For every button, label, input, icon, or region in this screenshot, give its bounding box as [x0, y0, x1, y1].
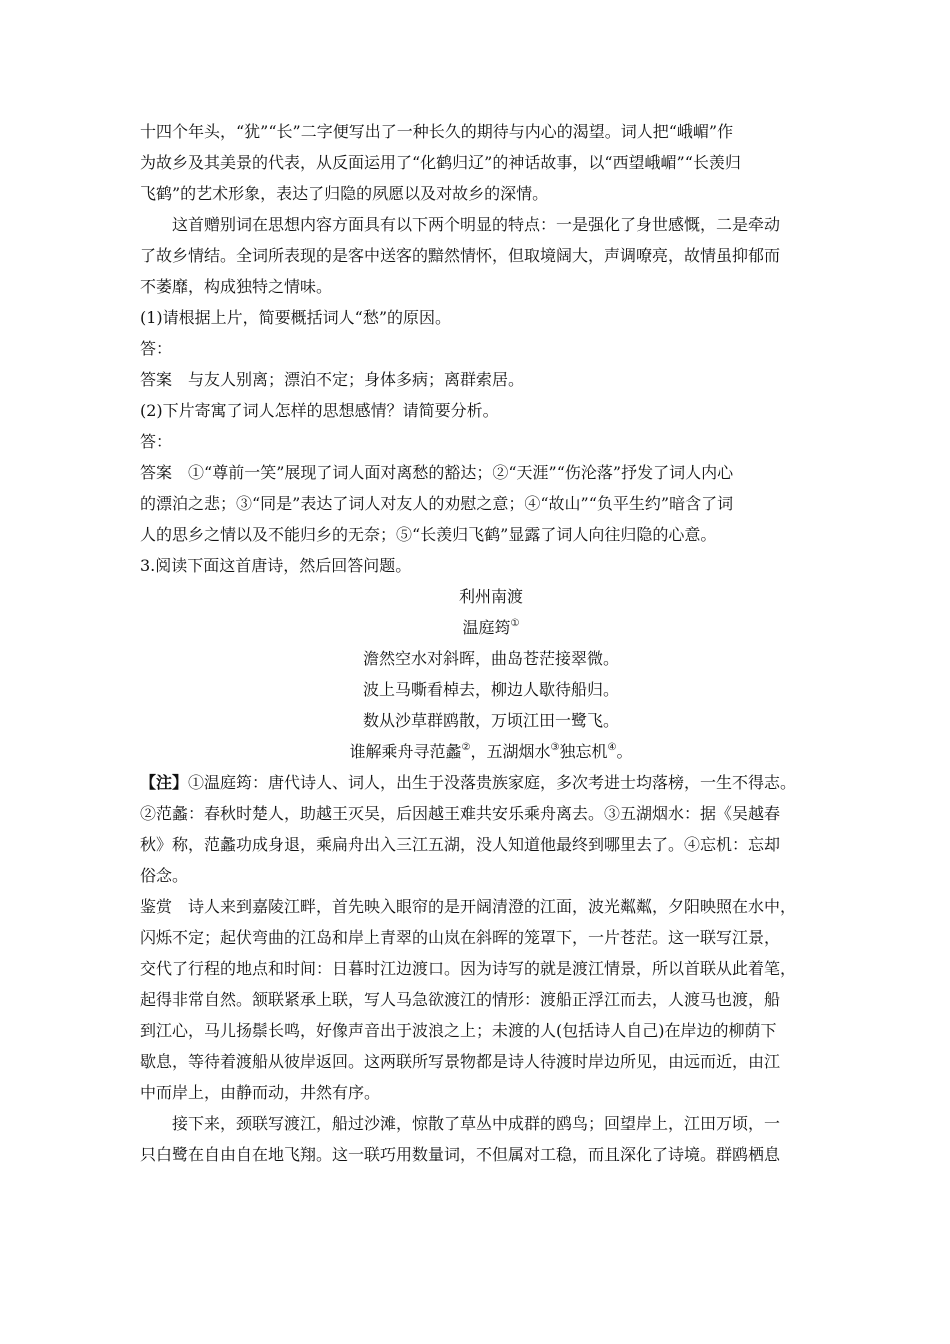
text-line: 这首赠别词在思想内容方面具有以下两个明显的特点：一是强化了身世感慨，二是牵动: [172, 215, 781, 234]
text-line: 为故乡及其美景的代表，从反面运用了“化鹤归辽”的神话故事，以“西望峨嵋”“长羡归: [140, 153, 741, 172]
text-line: 接下来，颈联写渡江，船过沙滩，惊散了草丛中成群的鸥鸟；回望岸上，江田万顷，一: [172, 1114, 781, 1133]
answer-prompt: 答：: [140, 432, 173, 451]
text-line: 飞鹤”的艺术形象，表达了归隐的夙愿以及对故乡的深情。: [140, 184, 549, 203]
text-line: 了故乡情结。全词所表现的是客中送客的黯然情怀，但取境阔大，声调嘹亮，故情虽抑郁而: [140, 246, 781, 265]
question-2: (2)下片寄寓了词人怎样的思想感情？请简要分析。: [140, 401, 499, 420]
appreciation-line: 中而岸上，由静而动，井然有序。: [140, 1083, 381, 1102]
answer-2: [140, 457, 824, 488]
note-line: ②范蠡：春秋时楚人，助越王灭吴，后因越王难共安乐乘舟离去。③五湖烟水：据《吴越春: [140, 804, 781, 823]
note-line: 秋》称，范蠡功成身退，乘扁舟出入三江五湖，没人知道他最终到哪里去了。④忘机：忘却: [140, 835, 781, 854]
appreciation-line: 闪烁不定；起伏弯曲的江岛和岸上青翠的山岚在斜晖的笼罩下，一片苍茫。这一联写江景，: [140, 928, 781, 947]
note-line: 【注】①温庭筠：唐代诗人、词人，出生于没落贵族家庭，多次考进士均落榜，一生不得志。: [140, 773, 797, 792]
poem-line: 澹然空水对斜晖，曲岛苍茫接翠微。: [362, 649, 619, 668]
appreciation-line: 鉴赏 诗人来到嘉陵江畔，首先映入眼帘的是开阔清澄的江面，波光粼粼，夕阳映照在水中，: [140, 897, 797, 916]
poem-line: 谁解乘舟寻范蠡②，五湖烟水③独忘机④。: [349, 742, 633, 761]
text-line: 人的思乡之情以及不能归乡的无奈；⑤“长羡归飞鹤”显露了词人向往归隐的心意。: [140, 525, 717, 544]
text-line: 不萎靡，构成独特之情味。: [140, 277, 333, 296]
footnote-mark: ①: [510, 618, 520, 629]
note-line: 俗念。: [140, 866, 189, 885]
text-line: 十四个年头，“犹”“长”二字便写出了一种长久的期待与内心的渴望。词人把“峨嵋”作: [140, 122, 734, 141]
footnote-mark: ④: [607, 742, 617, 753]
answer-prompt: 答：: [140, 339, 173, 358]
text-line: 的漂泊之悲；③“同是”表达了词人对友人的劝慰之意；④“故山”“负平生约”暗含了词: [140, 494, 734, 513]
answer-label: 答案: [140, 370, 173, 389]
page-content: [140, 116, 824, 1170]
appreciation-line: 交代了行程的地点和时间：日暮时江边渡口。因为诗写的就是渡江情景，所以首联从此着笔，: [140, 959, 797, 978]
footnote-mark: ②: [461, 742, 471, 753]
appreciation-line: 起得非常自然。颔联紧承上联，写人马急欲渡江的情形：渡船正浮江而去，人渡马也渡，船: [140, 990, 781, 1009]
poem-line: 数从沙草群鸥散，万顷江田一鹭飞。: [362, 711, 619, 730]
poem-author: 温庭筠①: [462, 618, 520, 637]
note-label: 【注】: [140, 773, 189, 792]
answer-1-text: 与友人别离；漂泊不定；身体多病；离群索居。: [188, 370, 525, 389]
answer-1: [140, 364, 824, 395]
poem-line: 波上马嘶看棹去，柳边人歇待船归。: [362, 680, 619, 699]
appreciation-label: 鉴赏: [140, 897, 173, 916]
appreciation-line: 到江心，马儿扬鬃长鸣，好像声音出于波浪之上；未渡的人(包括诗人自己)在岸边的柳荫下: [140, 1021, 777, 1040]
answer-label: 答案: [140, 463, 173, 482]
answer-2-text: ①“尊前一笑”展现了词人面对离愁的豁达；②“天涯”“伤沦落”抒发了词人内心: [188, 463, 734, 482]
appreciation-line: 歇息，等待着渡船从彼岸返回。这两联所写景物都是诗人待渡时岸边所见，由远而近，由江: [140, 1052, 781, 1071]
poem-title: 利州南渡: [458, 587, 523, 606]
text-line: 只白鹭在自由自在地飞翔。这一联巧用数量词，不但属对工稳，而且深化了诗境。群鸥栖息: [140, 1145, 781, 1164]
question-3: 3.阅读下面这首唐诗，然后回答问题。: [140, 556, 412, 575]
footnote-mark: ③: [550, 742, 560, 753]
question-1: (1)请根据上片，简要概括词人“愁”的原因。: [140, 308, 452, 327]
